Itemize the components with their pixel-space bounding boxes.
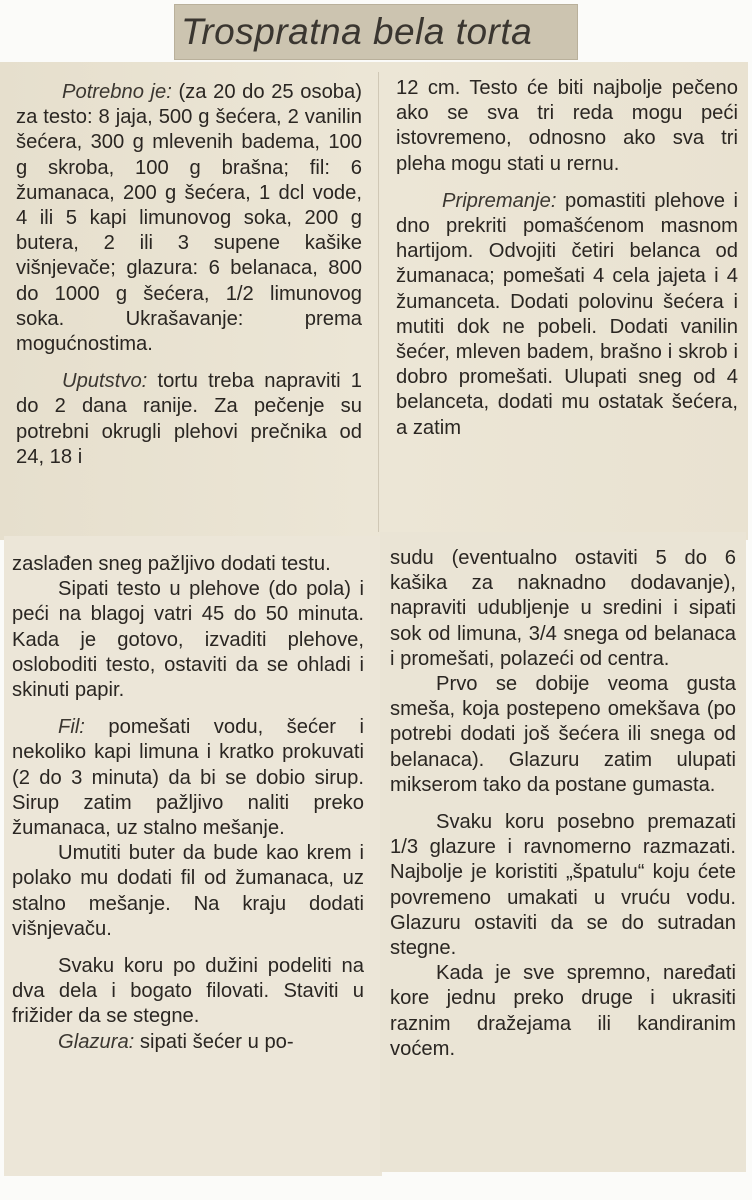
glaze-paragraph bbox=[12, 1030, 364, 1055]
preparation-label: Pripremanje: bbox=[442, 189, 557, 212]
column-divider bbox=[378, 72, 379, 532]
baking-steps-text: Sipati testo u plehove (do pola) i peći na blagoj vatri 45 do 50 minuta. Kada je gotovo, izvaditi plehove, osloboditi testo, ostaviti da se ohladi i skinuti papir. bbox=[12, 578, 364, 702]
preparation-text: pomastiti plehove i dno prekriti pomašćenom masnom hartijom. Odvojiti četiri belanca od žumanaca; pomešati 4 cela jajeta i 4 žumanceta. Dodati polovinu šećera i mutiti dok ne pobeli. Dodati vanilin šećer, mleven badem, brašno i skrob i dobro promešati. Ulupati sneg od 4 belanceta, dodati mu ostatak šećera, a zatim bbox=[396, 189, 738, 439]
layers-paragraph bbox=[12, 954, 364, 1030]
ingredients-text: (za 20 do 25 osoba) za testo: 8 jaja, 500 g šećera, 2 vanilin šećera, 300 g mlevenih badema, 100 g skroba, 100 g brašna; fil: 6 žumanaca, 200 g šećera, 1 dcl vode, 4 ili 5 kapi limunovog soka, 200 g butera, 2 ili 3 supene kašike višnjevače; glazura: 6 belanaca, 800 do 1000 g šećera, 1/2 limunovog soka. Ukrašavanje: prema mogućnostima. bbox=[16, 81, 362, 356]
mixture-text: Prvo se dobije veoma gusta smeša, koja postepeno omekšava (po potrebi dodati još šećera ili snega od belanaca). Glazuru zatim ulupati mikserom tako da postane gumasta. bbox=[390, 673, 736, 796]
instructions-text: tortu treba napraviti 1 do 2 dana ranije. Za pečenje su potrebni okrugli plehovi prečnika od 24, 18 i bbox=[16, 370, 362, 468]
assembly-text: Kada je sve spremno, naređati kore jednu preko druge i ukrasiti raznim dražejama ili kandiranim voćem. bbox=[390, 962, 736, 1060]
baking-text: 12 cm. Testo će biti najbolje pečeno ako se sva tri reda mogu peći istovremeno, odnosno ako sva tri pleha mogu stati u rernu. bbox=[396, 77, 738, 175]
lower-right-column bbox=[390, 546, 736, 1062]
glaze-label: Glazura: bbox=[58, 1030, 135, 1053]
layers-text: Svaku koru po dužini podeliti na dva dela i bogato filovati. Staviti u frižider da se stegne. bbox=[12, 955, 364, 1028]
glaze-continued-text: sudu (eventualno ostaviti 5 do 6 kašika za naknadno dodavanje), napraviti udubljenje u sredini i sipati sok od limuna, 3/4 snega od belanaca i promešati, polazeći od centra. bbox=[390, 547, 736, 670]
lower-left-column bbox=[12, 552, 364, 1055]
instructions-label: Uputstvo: bbox=[62, 370, 148, 393]
baking-steps-paragraph bbox=[12, 577, 364, 703]
ingredients-paragraph bbox=[16, 80, 362, 357]
filling-paragraph bbox=[12, 715, 364, 841]
preparation-paragraph bbox=[396, 189, 738, 441]
ingredients-label: Potrebno je: bbox=[62, 81, 172, 103]
glaze-continued-paragraph bbox=[390, 546, 736, 672]
assembly-paragraph bbox=[390, 961, 736, 1062]
butter-text: Umutiti buter da bude kao krem i polako mu dodati fil od žumanaca, uz stalno mešanje. Na kraju dodati višnjevaču. bbox=[12, 842, 364, 940]
butter-paragraph bbox=[12, 841, 364, 942]
spreading-paragraph bbox=[390, 810, 736, 961]
continuation-paragraph bbox=[12, 552, 364, 577]
instructions-paragraph bbox=[16, 369, 362, 470]
filling-text: pomešati vodu, šećer i nekoliko kapi limuna i kratko prokuvati (2 do 3 minuta) da bi se dobio sirup. Sirup zatim pažljivo naliti preko žumanaca, uz stalno mešanje. bbox=[12, 716, 364, 840]
mixture-paragraph bbox=[390, 672, 736, 798]
glaze-text: sipati šećer u po- bbox=[134, 1030, 294, 1053]
upper-right-column bbox=[396, 76, 738, 441]
continuation-text: zaslađen sneg pažljivo dodati testu. bbox=[12, 553, 331, 575]
article-title: Trospratna bela torta bbox=[181, 11, 533, 52]
filling-label: Fil: bbox=[58, 716, 85, 739]
title-clipping bbox=[174, 4, 578, 60]
upper-left-column bbox=[16, 80, 362, 470]
baking-paragraph bbox=[396, 76, 738, 177]
spreading-text: Svaku koru posebno premazati 1/3 glazure i ravnomerno razmazati. Najbolje je koristiti „špatulu“ koju ćete povremeno umakati u vruću vodu. Glazuru ostaviti da se do sutradan stegne. bbox=[390, 811, 736, 960]
